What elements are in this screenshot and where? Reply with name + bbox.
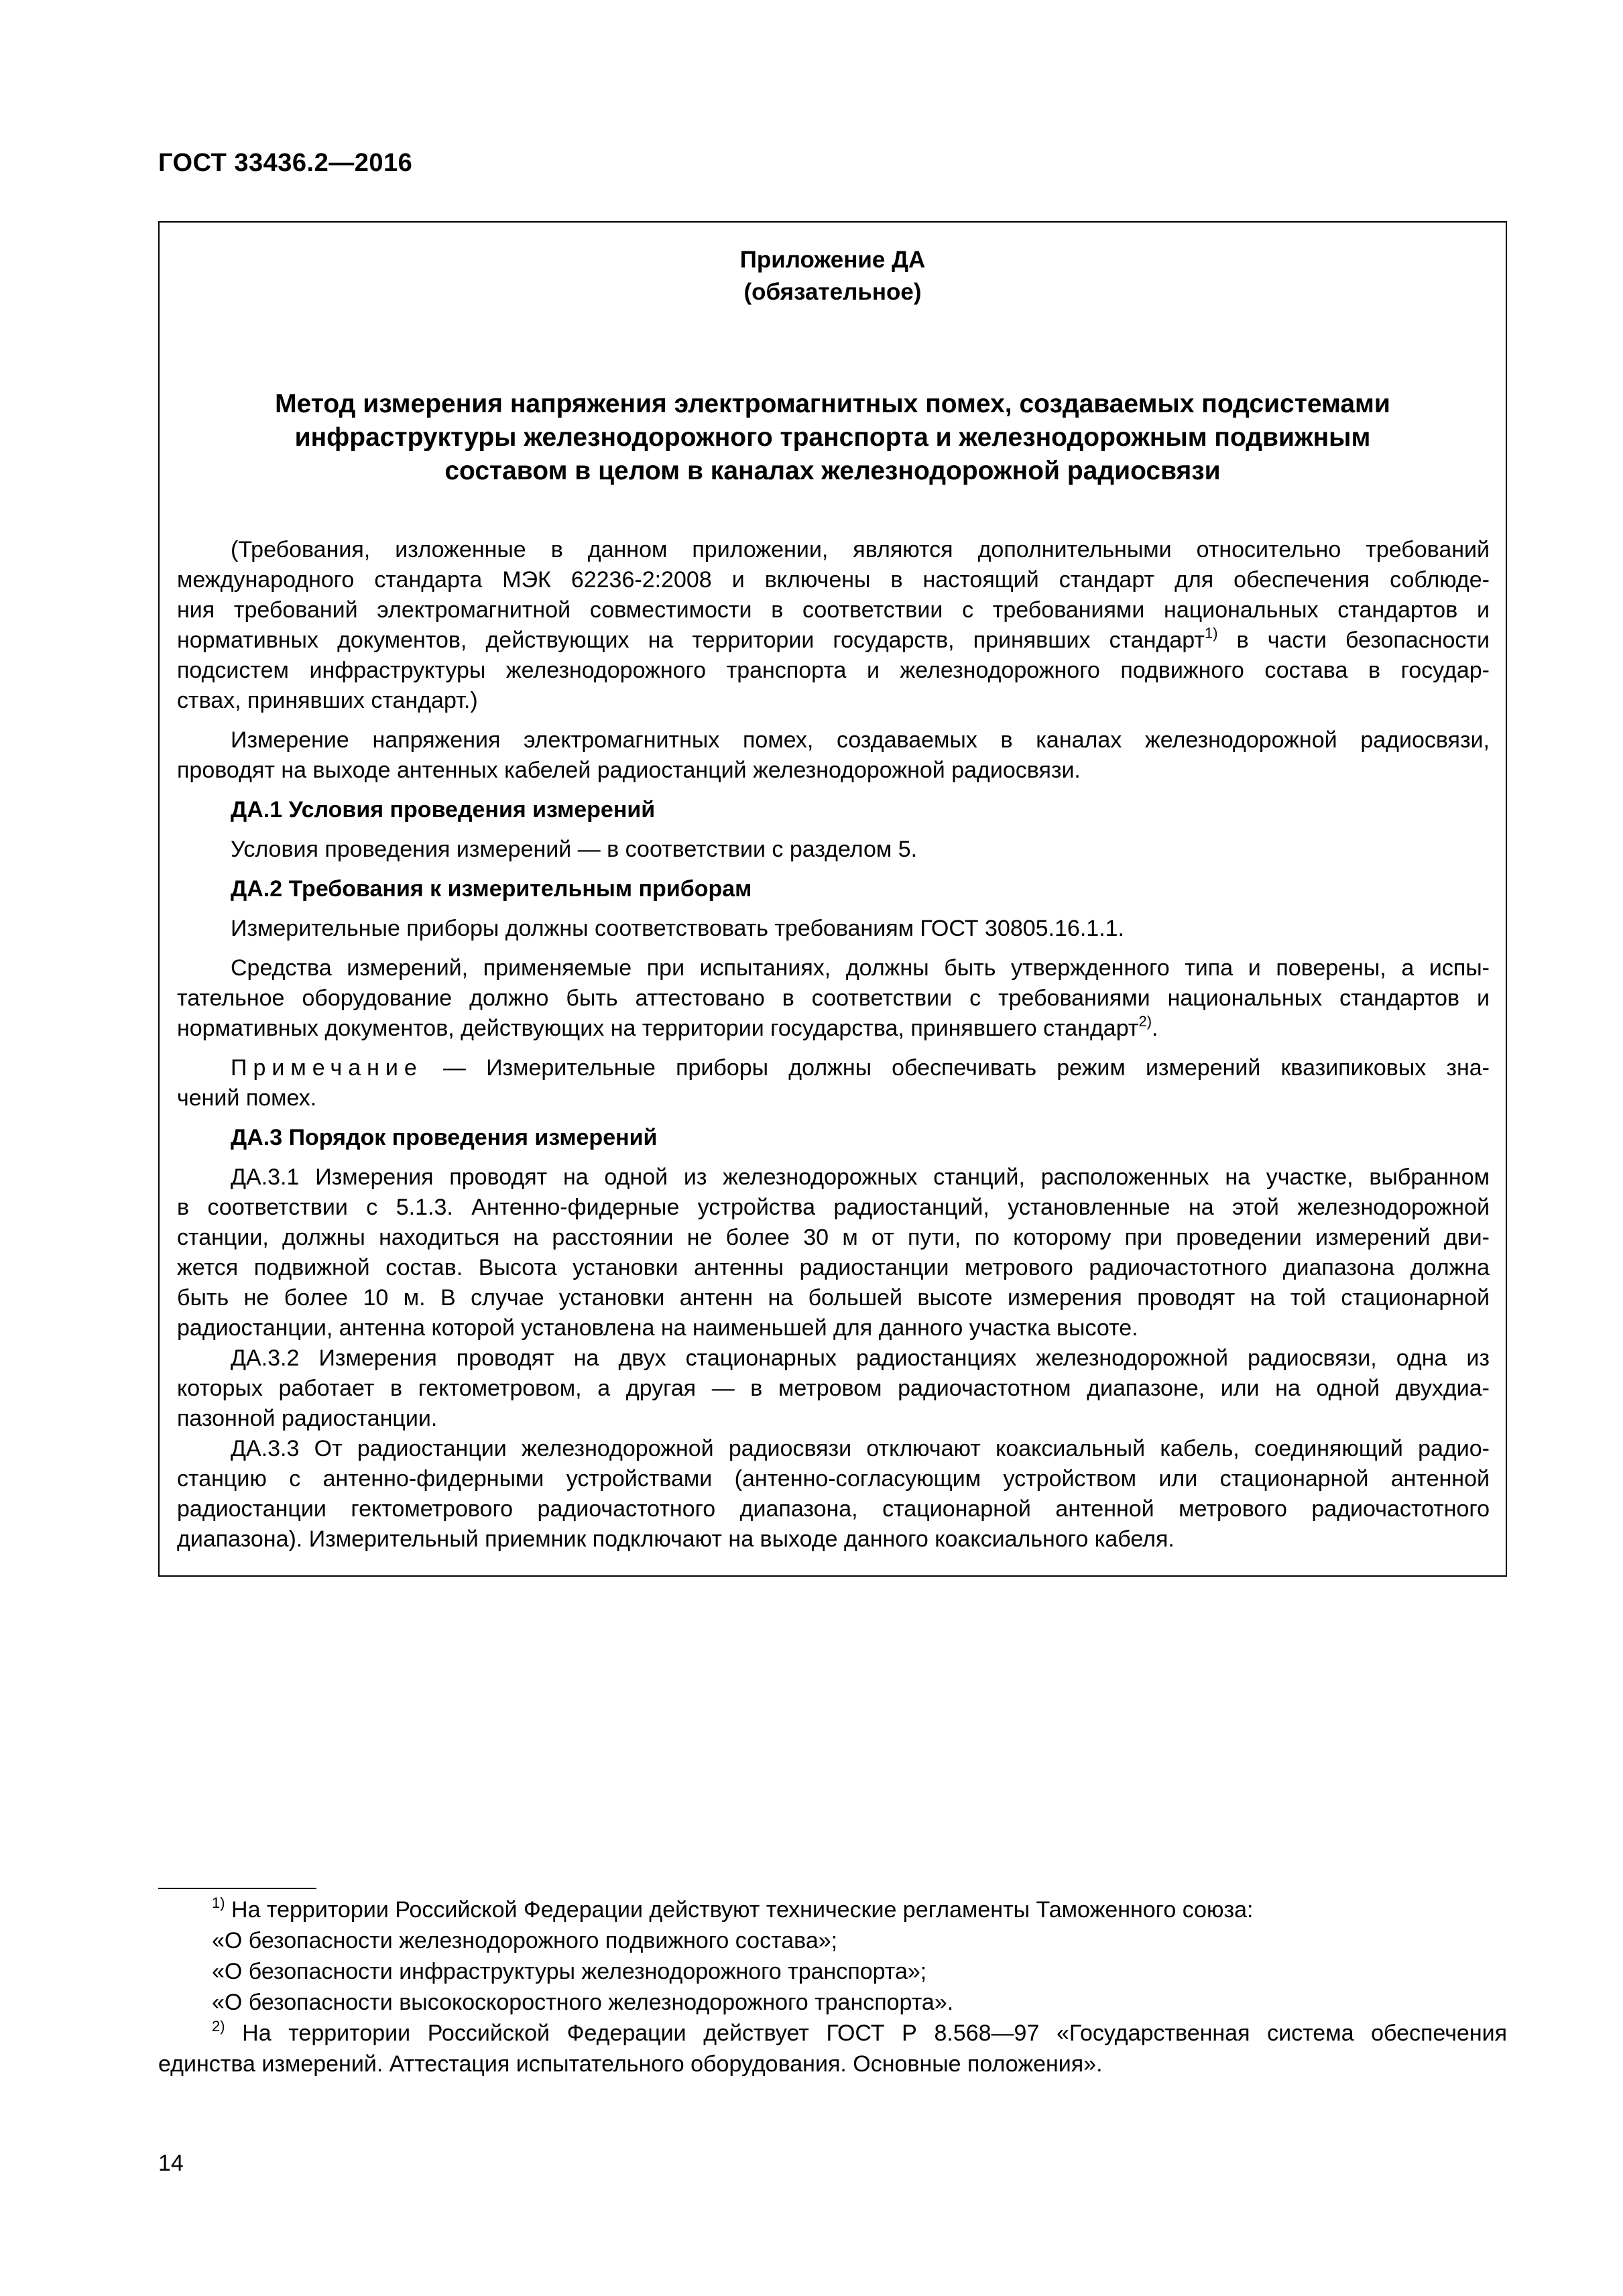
appendix-status: (обязательное): [743, 279, 922, 305]
footnote-1-item: «О безопасности высокоскоростного железнодорожного транспорта».: [212, 1990, 954, 2015]
note-line: Примечание — Измерительные приборы должны обеспечивать режим измерений квазипиковых зна-: [231, 1055, 1490, 1081]
method-heading-line: составом в целом в каналах железнодорожной радиосвязи: [444, 457, 1221, 485]
footnote-ref: 1): [1204, 625, 1218, 642]
da33-line: станцию с антенно-фидерными устройствами (антенно-согласующим устройством или стационарной антенной: [177, 1466, 1490, 1492]
appendix-body: [177, 535, 1490, 1555]
footnotes: [158, 1894, 1507, 2079]
measure-line: проводят на выходе антенных кабелей радиостанций железнодорожной радиосвязи.: [177, 758, 1081, 783]
page-number: 14: [158, 2151, 184, 2176]
da32-line: ДА.3.2 Измерения проводят на двух стационарных радиостанциях железнодорожной радиосвязи, одна из: [231, 1345, 1490, 1371]
intro-line: ния требований электромагнитной совместимости в соответствии с требованиями национальных стандартов и: [177, 597, 1490, 623]
note-label: Примечание: [231, 1055, 423, 1081]
footnote-2-line: единства измерений. Аттестация испытательного оборудования. Основные положения».: [158, 2051, 1103, 2077]
da31-line: быть не более 10 м. В случае установки антенн на большей высоте измерения проводят на той стационарной: [177, 1285, 1490, 1311]
da31-line: жется подвижной состав. Высота установки антенны радиостанции метрового радиочастотного диапазона должна: [177, 1255, 1490, 1280]
intro-line: нормативных документов, действующих на территории государств, принявших стандарт$^{1)}$ в части безопасности: [177, 625, 1490, 653]
document-header: ГОСТ 33436.2—2016: [158, 149, 413, 177]
method-heading: [160, 387, 1506, 488]
intro-line: подсистем инфраструктуры железнодорожного транспорта и железнодорожного подвижного состава в государ-: [177, 658, 1490, 683]
da31-line: станции, должны находиться на расстоянии не более 30 м от пути, по которому при проведении измерений дви-: [177, 1225, 1490, 1250]
method-heading-line: Метод измерения напряжения электромагнитных помех, создаваемых подсистемами: [275, 389, 1390, 418]
da33-line: диапазона). Измерительный приемник подключают на выходе данного коаксиального кабеля.: [177, 1526, 1175, 1552]
appendix-frame: [158, 221, 1507, 1577]
section-da2-line: нормативных документов, действующих на территории государства, принявшего стандарт$^{2)}$.: [177, 1013, 1158, 1041]
note-line: чений помех.: [177, 1085, 317, 1111]
footnote-2: $^{2)}$ На территории Российской Федерации действует ГОСТ Р 8.568—97 «Государственная система обеспечения: [212, 2018, 1507, 2046]
da33-line: радиостанции гектометрового радиочастотного диапазона, стационарной антенной метрового радиочастотного: [177, 1496, 1490, 1522]
intro-line: ствах, принявших стандарт.): [177, 688, 478, 713]
footnote-mark: 1): [212, 1894, 225, 1911]
da31-line: ДА.3.1 Измерения проводят на одной из железнодорожных станций, расположенных на участке, выбранном: [231, 1164, 1490, 1190]
section-da1-text: Условия проведения измерений — в соответствии с разделом 5.: [231, 837, 918, 862]
footnote-separator: [158, 1888, 316, 1889]
section-da2-line: Средства измерений, применяемые при испытаниях, должны быть утвержденного типа и поверены, а испы-: [231, 955, 1490, 981]
method-heading-line: инфраструктуры железнодорожного транспорта и железнодорожным подвижным: [294, 423, 1371, 452]
section-heading-da3: ДА.3 Порядок проведения измерений: [231, 1125, 658, 1150]
da31-line: в соответствии с 5.1.3. Антенно-фидерные устройства радиостанций, установленные на этой железнодорожной: [177, 1195, 1490, 1220]
footnote-ref: 2): [1138, 1013, 1152, 1030]
section-heading-da1: ДА.1 Условия проведения измерений: [231, 797, 656, 823]
footnote-1-item: «О безопасности железнодорожного подвижного состава»;: [212, 1928, 838, 1953]
section-heading-da2: ДА.2 Требования к измерительным приборам: [231, 876, 752, 902]
footnote-1-item: «О безопасности инфраструктуры железнодорожного транспорта»;: [212, 1959, 927, 1984]
footnote-1: $^{1)}$ На территории Российской Федерации действуют технические регламенты Таможенного союза:: [212, 1894, 1254, 1923]
footnote-mark: 2): [212, 2018, 225, 2035]
section-da2-text: Измерительные приборы должны соответствовать требованиям ГОСТ 30805.16.1.1.: [231, 916, 1124, 941]
intro-line: международного стандарта МЭК 62236-2:2008 и включены в настоящий стандарт для обеспечения соблюде-: [177, 567, 1490, 593]
da32-line: которых работает в гектометровом, а другая — в метровом радиочастотном диапазоне, или на одной двухдиа-: [177, 1376, 1490, 1401]
appendix-title: [160, 244, 1506, 308]
section-da2-line: тательное оборудование должно быть аттестовано в соответствии с требованиями национальных стандартов и: [177, 985, 1490, 1011]
intro-line: (Требования, изложенные в данном приложении, являются дополнительными относительно требований: [231, 537, 1490, 562]
da32-line: пазонной радиостанции.: [177, 1406, 438, 1431]
appendix-label: Приложение ДА: [739, 247, 926, 273]
da31-line: радиостанции, антенна которой установлена на наименьшей для данного участка высоте.: [177, 1315, 1138, 1341]
measure-line: Измерение напряжения электромагнитных помех, создаваемых в каналах железнодорожной радиосвязи,: [231, 727, 1490, 753]
da33-line: ДА.3.3 От радиостанции железнодорожной радиосвязи отключают коаксиальный кабель, соединяющий радио-: [231, 1436, 1490, 1461]
